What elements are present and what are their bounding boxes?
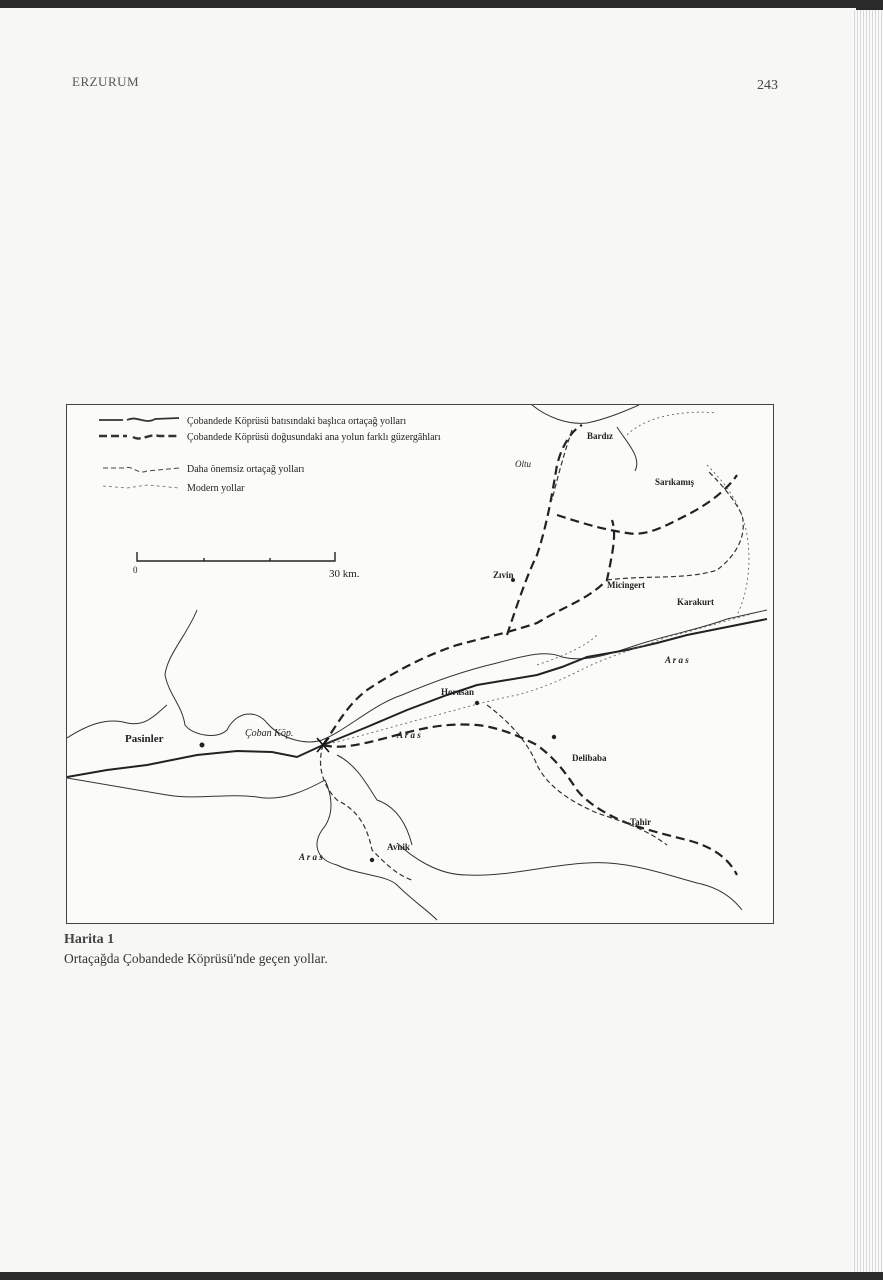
scale-label-zero: 0 bbox=[133, 565, 138, 575]
place-labels bbox=[125, 431, 714, 862]
legend-label-minor-roads: Daha önemsiz ortaçağ yolları bbox=[187, 464, 305, 475]
map-legend bbox=[99, 416, 441, 494]
figure-caption-title: Harita 1 bbox=[64, 932, 115, 947]
map-figure bbox=[66, 404, 774, 924]
figure-caption-text: Ortaçağda Çobandede Köprüsü'nde geçen yollar. bbox=[64, 951, 328, 966]
legend-label-east-roads: Çobandede Köprüsü doğusundaki ana yolun farklı güzergâhları bbox=[187, 432, 441, 443]
place-oltu: Oltu bbox=[515, 459, 532, 469]
legend-swatch-modern-roads bbox=[103, 485, 179, 488]
legend-label-modern-roads: Modern yollar bbox=[187, 483, 245, 494]
major-roads-east bbox=[323, 425, 737, 875]
place-delibaba: Delibaba bbox=[572, 753, 607, 763]
legend-swatch-minor-roads bbox=[103, 467, 179, 472]
place-aras-center: A r a s bbox=[397, 730, 421, 740]
place-karakurt: Karakurt bbox=[677, 597, 714, 607]
map-canvas bbox=[67, 405, 775, 925]
legend-swatch-west-roads bbox=[99, 418, 179, 421]
place-horasan: Horasan bbox=[441, 687, 475, 697]
page-number: 243 bbox=[757, 78, 778, 93]
modern-roads bbox=[323, 412, 767, 745]
legend-swatch-east-roads bbox=[99, 435, 179, 438]
place-zivin: Zıvin bbox=[493, 570, 514, 580]
running-head: ERZURUM bbox=[72, 74, 140, 89]
town-dot-delibaba bbox=[552, 735, 556, 739]
scale-bar bbox=[133, 552, 360, 580]
place-tahir: Tahir bbox=[630, 817, 652, 827]
town-dot-avnik bbox=[370, 858, 374, 862]
place-aras-south: A r a s bbox=[299, 852, 323, 862]
place-sarikamis: Sarıkamış bbox=[655, 477, 695, 487]
legend-label-west-roads: Çobandede Köprüsü batısındaki başlıca ortaçağ yolları bbox=[187, 416, 407, 427]
place-coban-kop: Çoban Köp. bbox=[245, 728, 294, 739]
town-dot-pasinler bbox=[200, 743, 205, 748]
page-edges bbox=[852, 10, 883, 1272]
place-micingert: Micingert bbox=[607, 580, 645, 590]
scale-label-end: 30 km. bbox=[329, 568, 360, 580]
town-dot-horasan bbox=[475, 701, 479, 705]
place-avnik: Avnik bbox=[387, 842, 410, 852]
place-pasinler: Pasinler bbox=[125, 733, 164, 745]
place-bardiz: Bardız bbox=[587, 431, 613, 441]
place-aras-east: A r a s bbox=[665, 655, 689, 665]
major-roads-west bbox=[67, 619, 767, 777]
